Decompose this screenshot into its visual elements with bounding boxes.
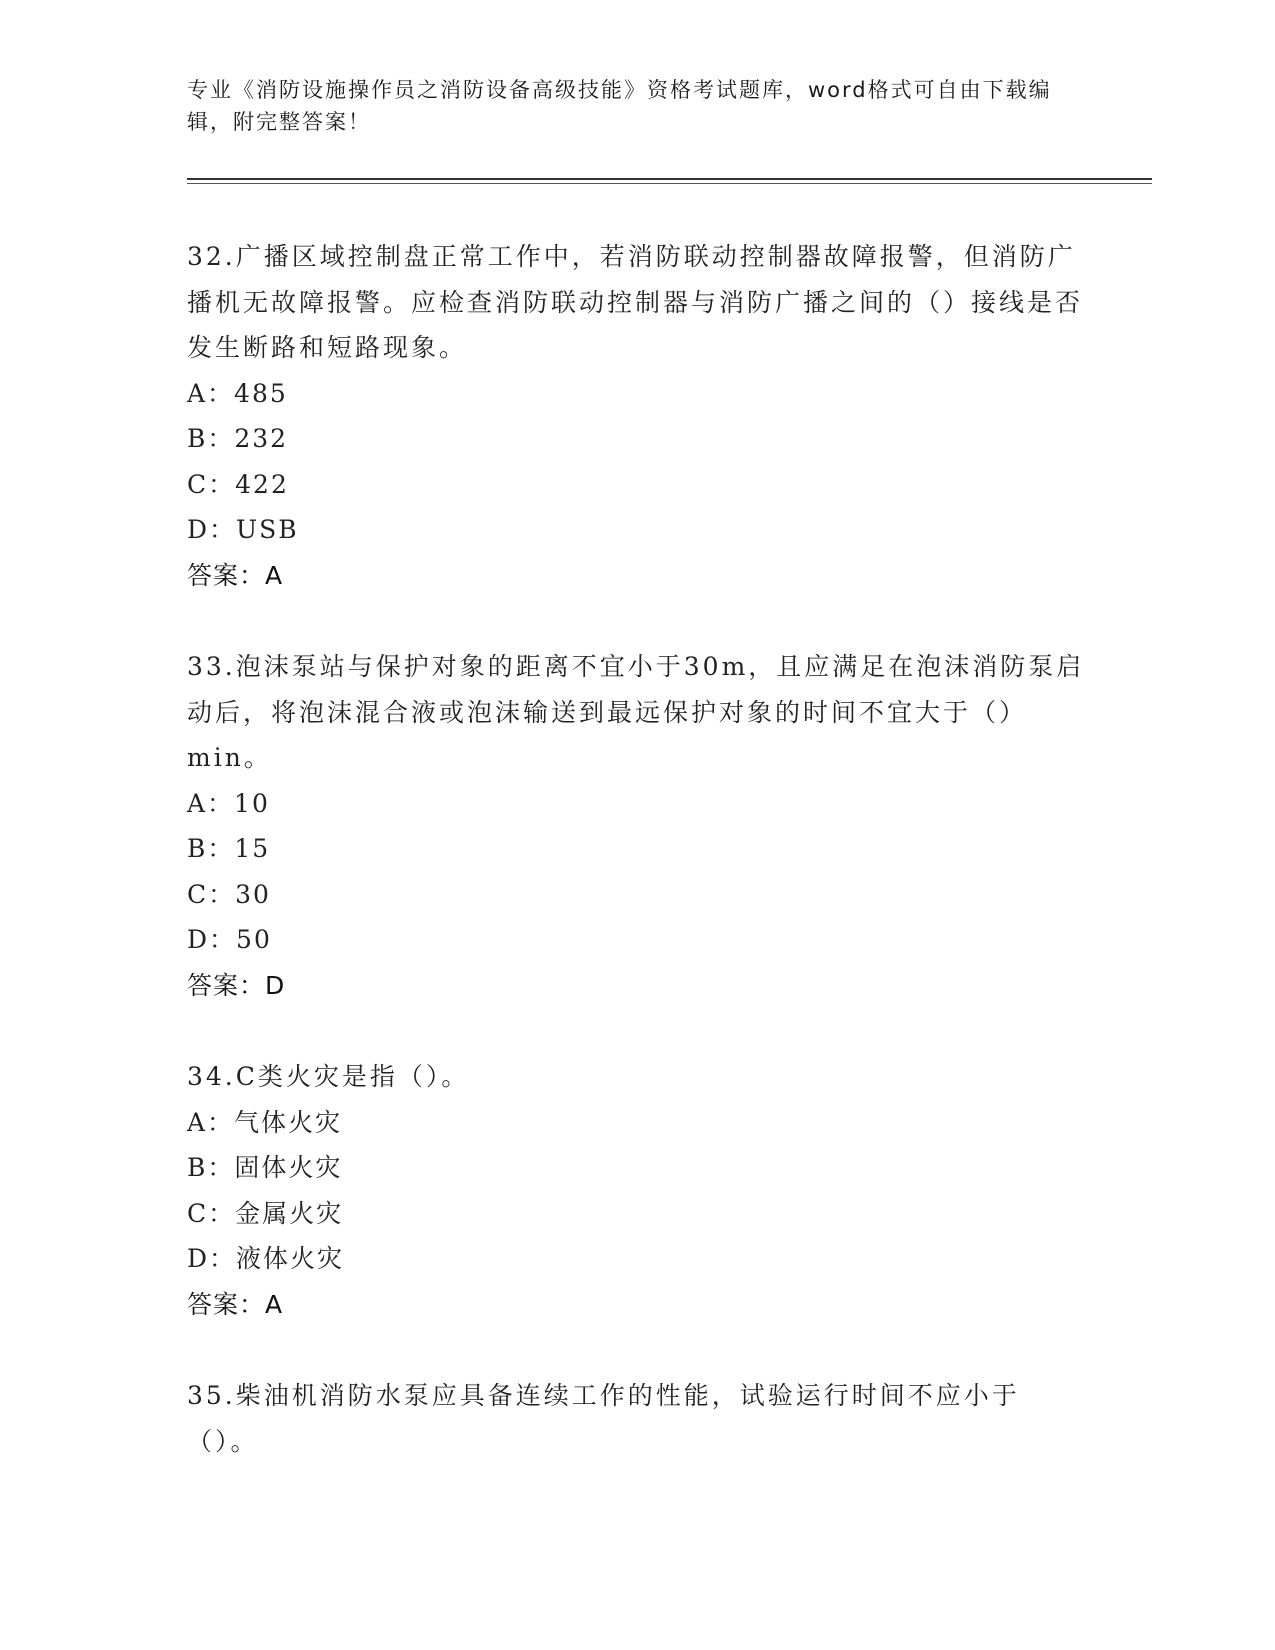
answer: 答案：A	[187, 560, 284, 590]
question-stem: 35.柴油机消防水泵应具备连续工作的性能，试验运行时间不应小于（）。	[187, 1381, 1020, 1456]
option-a: A：10	[187, 788, 270, 818]
option-c: C：30	[187, 879, 271, 909]
question-list	[187, 234, 1087, 1510]
question-34	[187, 1054, 1087, 1327]
document-header: 专业《消防设施操作员之消防设备高级技能》资格考试题库，word格式可自由下载编辑，附完整答案！	[187, 78, 1052, 134]
answer: 答案：A	[187, 1289, 284, 1319]
option-c: C：422	[187, 469, 289, 499]
header-divider-thin	[187, 183, 1152, 184]
option-d: D：50	[187, 925, 272, 954]
option-b: B：固体火灾	[187, 1153, 343, 1182]
question-32	[187, 234, 1087, 598]
option-d: D：USB	[187, 515, 299, 544]
question-stem: 33.泡沫泵站与保护对象的距离不宜小于30m，且应满足在泡沫消防泵启动后，将泡沫混合液或泡沫输送到最远保护对象的时间不宜大于（）min。	[187, 652, 1085, 772]
question-33	[187, 644, 1087, 1008]
header-divider-thick	[187, 178, 1152, 180]
option-d: D：液体火灾	[187, 1244, 345, 1273]
answer: 答案：D	[187, 970, 286, 1000]
question-stem: 34.C类火灾是指（）。	[187, 1062, 470, 1091]
option-a: A：485	[187, 378, 288, 408]
option-c: C：金属火灾	[187, 1198, 344, 1228]
option-b: B：232	[187, 424, 289, 453]
question-stem: 32.广播区域控制盘正常工作中，若消防联动控制器故障报警，但消防广播机无故障报警。应检查消防联动控制器与消防广播之间的（）接线是否发生断路和短路现象。	[187, 242, 1084, 362]
question-35	[187, 1373, 1087, 1464]
option-b: B：15	[187, 834, 271, 863]
option-a: A：气体火灾	[187, 1107, 343, 1137]
